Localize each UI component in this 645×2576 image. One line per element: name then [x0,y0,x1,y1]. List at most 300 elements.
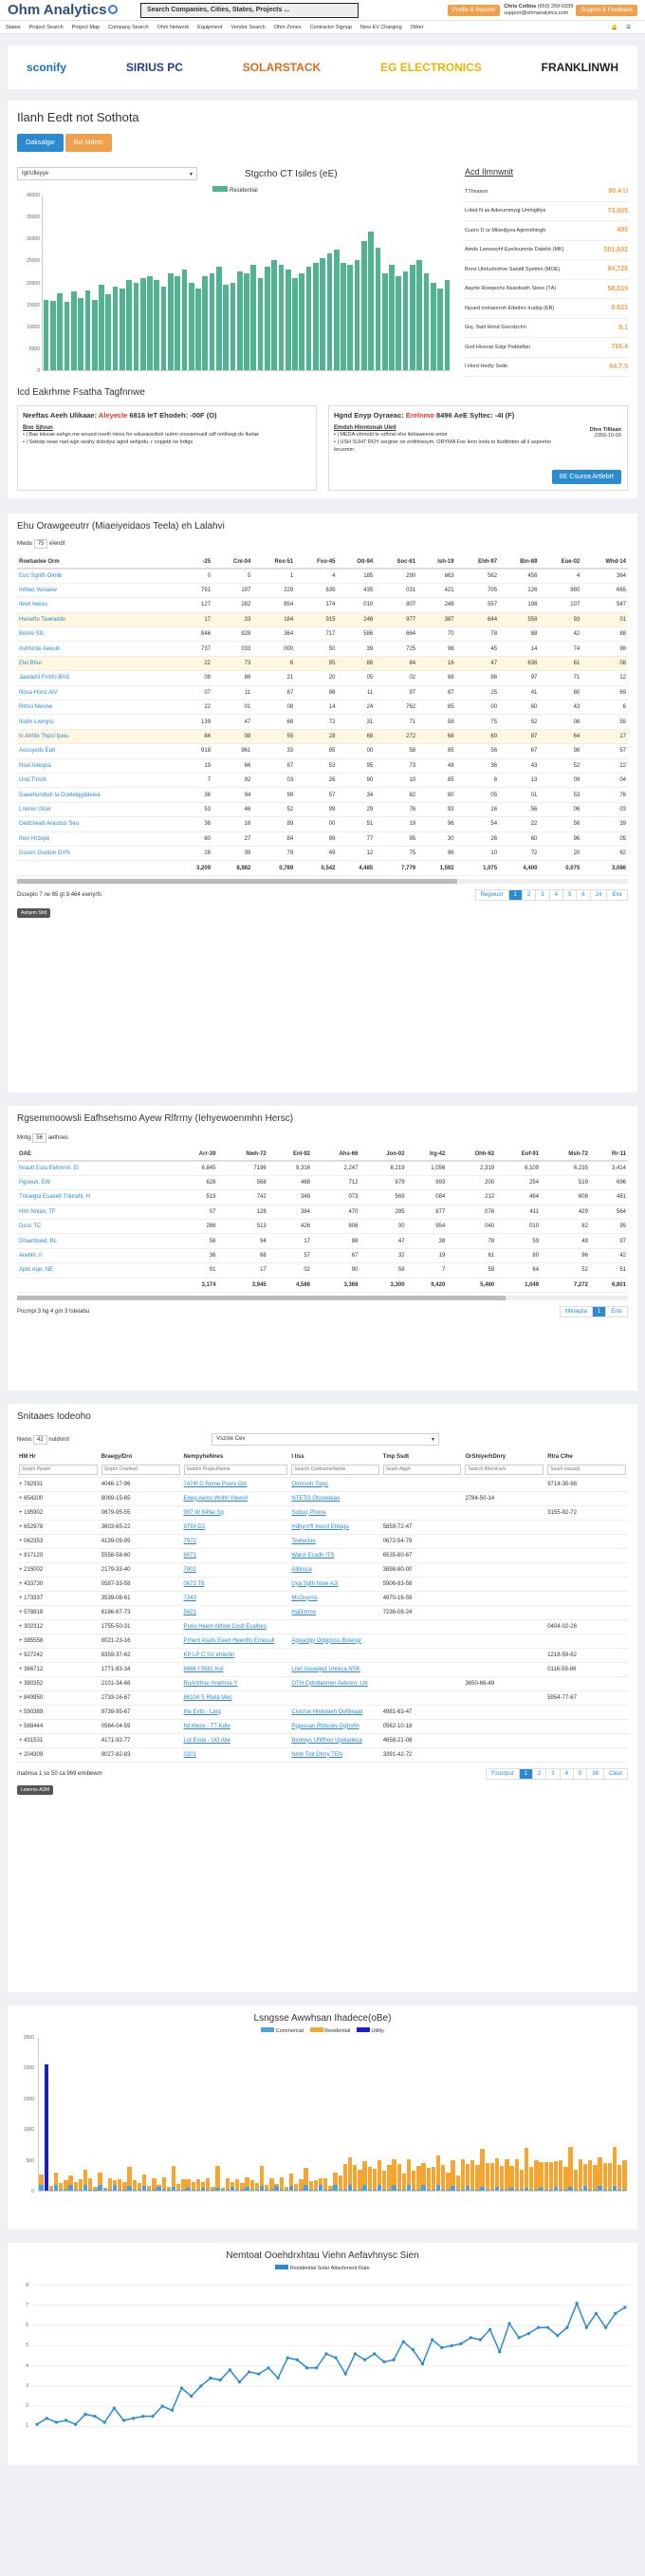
bar-segment[interactable] [539,2188,543,2191]
bar[interactable] [396,276,401,370]
bar[interactable] [299,273,304,370]
bar-segment[interactable] [402,2190,406,2191]
data-point[interactable] [470,2336,472,2339]
bar-segment[interactable] [181,2190,185,2191]
bar-segment[interactable] [280,2177,284,2190]
data-point[interactable] [286,2357,289,2360]
bar-segment[interactable] [486,2163,489,2191]
bar-segment[interactable] [133,2180,137,2190]
data-point[interactable] [392,2359,395,2361]
bar-segment[interactable] [622,2190,626,2191]
page-link[interactable]: 24 [590,889,608,901]
data-point[interactable] [479,2338,482,2341]
bar-segment[interactable] [274,2186,278,2191]
data-point[interactable] [402,2341,405,2343]
bar-segment[interactable] [451,2160,454,2186]
page-link[interactable]: Cleut [603,1768,628,1780]
bar-segment[interactable] [304,2168,307,2185]
bar-segment[interactable] [392,2159,396,2185]
row-name-link[interactable]: Dhaehtued, BL [17,1234,175,1248]
bar-segment[interactable] [505,2159,508,2190]
bar-segment[interactable] [122,2182,126,2190]
bar-segment[interactable] [206,2178,210,2190]
bar-segment[interactable] [451,2186,454,2191]
data-point[interactable] [440,2346,443,2349]
page-link[interactable]: Regwuor [475,889,509,901]
data-point[interactable] [334,2357,337,2360]
bar-segment[interactable] [358,2170,361,2191]
bar-segment[interactable] [186,2188,190,2191]
bar[interactable] [382,273,388,370]
data-point[interactable] [450,2344,452,2347]
box-highlight[interactable]: Aleyecle [98,411,128,420]
column-header[interactable]: Ehh-97 [456,556,500,569]
bar-segment[interactable] [613,2186,617,2191]
page-link[interactable]: 6 [576,889,590,901]
bar-segment[interactable] [314,2190,318,2191]
menu-icon[interactable]: ☰ [626,24,631,30]
bar-segment[interactable] [622,2160,626,2191]
bar-segment[interactable] [127,2186,131,2191]
bar-segment[interactable] [554,2187,558,2191]
row-name-link[interactable]: Ihxn Hrzepe [17,831,178,846]
bar-segment[interactable] [39,2175,43,2185]
cell[interactable]: 7902 [182,1562,290,1577]
sponsor-logo[interactable]: SIRIUS PC [125,61,183,74]
box-highlight[interactable]: Erelnmo [405,411,434,420]
support-button[interactable]: Support & Feedback [576,5,637,16]
row-name-link[interactable]: Nosa Hsrst AIV [17,685,178,700]
bar-segment[interactable] [45,2064,48,2191]
bar-segment[interactable] [495,2187,499,2191]
bar-segment[interactable] [563,2190,567,2191]
bar[interactable] [44,300,49,370]
bar[interactable] [250,265,256,370]
data-point[interactable] [382,2361,385,2363]
bar-segment[interactable] [588,2160,592,2191]
bar-segment[interactable] [152,2190,156,2191]
row-name-link[interactable]: Ilsdm Lwmjnp [17,715,178,729]
entries-select[interactable]: 42 [33,1435,47,1445]
bar-segment[interactable] [348,2185,352,2191]
data-point[interactable] [623,2305,626,2308]
cell[interactable]: Sohuq Phone [289,1505,380,1520]
bar[interactable] [230,283,236,371]
nav-item[interactable]: Company Search [108,24,149,30]
data-point[interactable] [74,2423,77,2426]
column-header[interactable]: Roetuelee Orm [17,556,178,569]
bar-segment[interactable] [362,2185,366,2191]
column-header[interactable]: I Iiss [291,1454,304,1460]
bar[interactable] [64,302,70,370]
data-point[interactable] [315,2366,318,2369]
bar-segment[interactable] [412,2171,415,2190]
data-point[interactable] [412,2348,415,2351]
bar-segment[interactable] [221,2190,225,2191]
page-link[interactable]: Ntklaqtia [560,1306,593,1317]
nav-item[interactable]: Contractor Signup [309,24,352,30]
column-header[interactable]: Soc-61 [375,556,417,569]
page-link[interactable]: 2 [522,889,536,901]
bar-segment[interactable] [436,2156,440,2185]
bar-segment[interactable] [475,2190,479,2191]
data-point[interactable] [219,2379,222,2381]
data-point[interactable] [585,2326,588,2329]
data-point[interactable] [83,2413,86,2416]
bar-segment[interactable] [230,2182,234,2187]
data-point[interactable] [363,2359,366,2361]
bar-segment[interactable] [240,2183,244,2191]
data-point[interactable] [576,2302,579,2305]
column-header[interactable]: Fxo-45 [295,556,337,569]
bar-segment[interactable] [579,2159,582,2190]
bar[interactable] [292,278,298,370]
bar-segment[interactable] [196,2190,200,2191]
bar-segment[interactable] [343,2190,347,2191]
column-header[interactable]: Whd-14 [581,556,628,569]
data-point[interactable] [238,2380,241,2383]
bar-segment[interactable] [392,2185,396,2191]
bar-segment[interactable] [74,2190,78,2191]
bar-segment[interactable] [486,2190,489,2191]
cell[interactable]: 9759 D2 [182,1520,290,1534]
cell[interactable]: 0201 [182,1747,290,1762]
cell[interactable]: OTH Cyhdtanmer Aeleom. Lht [289,1676,380,1690]
data-point[interactable] [209,2377,212,2380]
tab-button-b[interactable]: Bvt Mdntc [65,134,112,152]
bar-segment[interactable] [529,2190,533,2191]
cell[interactable]: Lriel Uuswipst Unreca NSK [289,1662,380,1676]
bar-segment[interactable] [520,2170,524,2191]
nav-item[interactable]: Vendor Search [230,24,266,30]
nav-item[interactable]: Equipment [197,24,223,30]
bar-segment[interactable] [103,2188,107,2191]
bar-segment[interactable] [152,2178,156,2191]
bar-segment[interactable] [515,2190,519,2191]
cell[interactable]: 7343 [182,1591,290,1605]
bar-segment[interactable] [226,2190,230,2191]
bar-segment[interactable] [534,2190,538,2191]
bar-segment[interactable] [211,2190,214,2191]
bar-segment[interactable] [289,2186,293,2191]
cell[interactable]: Agwadgy Odpipsss Bioengr [289,1633,380,1648]
page-link[interactable]: 2 [532,1768,546,1780]
column-header[interactable]: Rex-51 [252,556,295,569]
bar-segment[interactable] [407,2159,411,2185]
row-name-link[interactable]: Nsel Aiteqoa [17,758,178,773]
row-name-link[interactable]: Inthao Vuriaew [17,583,178,597]
bar[interactable] [258,278,264,370]
bar-segment[interactable] [617,2165,621,2190]
bar-segment[interactable] [490,2190,494,2191]
bar-segment[interactable] [245,2177,249,2187]
cell[interactable]: Croctse Hmlelaeh Oefilmaat [289,1705,380,1719]
data-point[interactable] [64,2418,67,2421]
bar-segment[interactable] [230,2187,234,2191]
cell[interactable] [289,1648,380,1662]
bar-segment[interactable] [172,2166,175,2187]
bar-segment[interactable] [255,2190,259,2191]
data-point[interactable] [507,2322,510,2324]
bar-segment[interactable] [269,2190,273,2191]
bar-segment[interactable] [544,2190,548,2191]
bar-segment[interactable] [93,2190,97,2191]
column-header[interactable]: HM Hr [19,1454,36,1460]
page-link[interactable]: 38 [586,1768,604,1780]
bar-segment[interactable] [574,2190,578,2191]
bar-segment[interactable] [176,2190,180,2191]
bar-segment[interactable] [192,2190,195,2191]
data-point[interactable] [556,2334,559,2337]
bar-segment[interactable] [265,2190,268,2191]
data-point[interactable] [488,2328,491,2331]
bar-segment[interactable] [397,2190,401,2191]
data-point[interactable] [546,2326,549,2329]
bar-segment[interactable] [470,2160,474,2191]
data-point[interactable] [46,2417,48,2419]
bar[interactable] [71,291,77,370]
bar-segment[interactable] [54,2173,58,2184]
row-name-link[interactable]: Ilewt Iwesu [17,598,178,612]
bar[interactable] [195,289,201,370]
bar[interactable] [361,241,367,370]
bar-segment[interactable] [432,2167,435,2191]
bar[interactable] [120,289,125,370]
tab-button-a[interactable]: Oaksalgw [17,134,64,152]
bar-segment[interactable] [549,2190,553,2191]
row-name-link[interactable]: Pgoeuk, EW [17,1175,175,1189]
sponsor-logo[interactable]: FRANKLINWH [541,61,618,74]
bar-segment[interactable] [226,2178,230,2191]
bar-segment[interactable] [235,2190,239,2191]
bar-segment[interactable] [122,2190,126,2191]
data-point[interactable] [93,2415,96,2417]
bar-segment[interactable] [294,2184,298,2190]
bar-segment[interactable] [608,2163,612,2190]
column-header[interactable]: NempyheNnes [183,1454,224,1460]
bar-segment[interactable] [568,2147,572,2187]
bar-segment[interactable] [314,2180,318,2191]
page-link[interactable]: 1 [508,889,523,901]
bar-segment[interactable] [157,2187,160,2191]
bar-segment[interactable] [617,2190,621,2191]
bar[interactable] [57,293,63,370]
column-filter-input[interactable] [383,1465,462,1475]
row-name-link[interactable]: Aiwhhl, Ii [17,1248,175,1262]
row-name-link[interactable]: Eoo Sgnfh Oimib [17,569,178,583]
cell[interactable]: Prhent Asefs Eeert Heenftn Emesull [182,1633,290,1648]
bar-segment[interactable] [74,2182,78,2191]
bar-segment[interactable] [88,2178,92,2191]
bar-segment[interactable] [108,2190,112,2191]
data-point[interactable] [122,2418,125,2421]
bar-segment[interactable] [265,2185,268,2190]
bar-segment[interactable] [373,2190,377,2191]
bar-segment[interactable] [260,2166,264,2186]
bar-segment[interactable] [280,2190,284,2191]
bar-segment[interactable] [421,2185,425,2191]
bar-segment[interactable] [68,2185,72,2191]
bar-segment[interactable] [436,2185,440,2191]
bar[interactable] [223,285,229,370]
bar[interactable] [271,260,277,370]
nav-item[interactable]: New EV Charging [359,24,402,30]
cell[interactable]: 7972 [182,1534,290,1548]
bar-segment[interactable] [192,2182,195,2191]
bar[interactable] [182,270,188,370]
bar-segment[interactable] [544,2162,548,2190]
data-point[interactable] [199,2384,202,2387]
cell[interactable]: Teeteckie [289,1534,380,1548]
bar-segment[interactable] [480,2149,484,2187]
bar-segment[interactable] [103,2190,107,2191]
row-name-link[interactable]: Dsoc TC [17,1220,175,1234]
page-link[interactable]: 4 [549,889,563,901]
bar-segment[interactable] [554,2161,558,2187]
bar[interactable] [210,273,215,370]
bar-segment[interactable] [221,2188,225,2190]
cell[interactable]: 5621 [182,1605,290,1619]
bar-segment[interactable] [201,2188,205,2191]
row-name-link[interactable]: Nrautt Esta Eehmnrl, El [17,1161,175,1175]
bar-segment[interactable] [339,2175,342,2191]
column-header[interactable]: Jon-02 [359,1148,406,1161]
row-name-link[interactable]: Und Tlmoh [17,773,178,787]
bar[interactable] [424,273,430,370]
nav-item[interactable]: Project Search [28,24,64,30]
data-point[interactable] [595,2312,598,2315]
bar-segment[interactable] [427,2168,431,2191]
bar-segment[interactable] [333,2173,337,2185]
bar-segment[interactable] [446,2190,450,2191]
data-point[interactable] [518,2336,521,2339]
bar-segment[interactable] [59,2183,63,2190]
bar-segment[interactable] [309,2190,313,2191]
data-point[interactable] [132,2417,135,2419]
page-link[interactable]: Fzuntput [486,1768,519,1780]
bar[interactable] [437,289,443,370]
bar-segment[interactable] [250,2190,254,2191]
bar-segment[interactable] [215,2188,219,2191]
cell[interactable]: Porio Heem Nthee Cssll Esalheo [182,1619,290,1633]
bar-segment[interactable] [353,2190,357,2191]
cell[interactable]: Edeg Aems Wohll Ylewvil [182,1491,290,1505]
bar[interactable] [202,276,208,370]
bar-segment[interactable] [250,2180,254,2190]
bar-segment[interactable] [127,2167,131,2186]
column-header[interactable]: OAE [17,1148,175,1161]
bar-segment[interactable] [186,2179,190,2188]
column-header[interactable]: Arr-39 [175,1148,218,1161]
bar-segment[interactable] [274,2184,278,2186]
data-point[interactable] [614,2312,617,2315]
bar[interactable] [140,278,146,370]
data-point[interactable] [604,2326,607,2329]
cell[interactable]: 7474f D Reme Pserv Om [182,1477,290,1491]
bar-segment[interactable] [456,2190,460,2191]
bar-segment[interactable] [304,2185,307,2191]
bar-segment[interactable] [348,2157,352,2185]
bar[interactable] [389,265,395,370]
bar-segment[interactable] [593,2190,597,2191]
bar-segment[interactable] [402,2174,406,2190]
bar-segment[interactable] [387,2190,391,2191]
bar-segment[interactable] [588,2190,592,2191]
data-point[interactable] [151,2415,154,2417]
bar-segment[interactable] [162,2190,166,2191]
bar-segment[interactable] [79,2190,83,2191]
bar-segment[interactable] [466,2164,470,2187]
bar-segment[interactable] [108,2178,112,2191]
cell[interactable]: 0673 T6 [182,1577,290,1591]
column-header[interactable]: Eof-91 [496,1148,541,1161]
column-header[interactable]: Rtra Clhe [547,1454,573,1460]
bar-segment[interactable] [603,2163,607,2190]
bar[interactable] [376,248,381,371]
bar-segment[interactable] [466,2186,470,2191]
data-point[interactable] [344,2373,347,2376]
bar-segment[interactable] [157,2185,160,2187]
bar-segment[interactable] [172,2187,175,2191]
bar[interactable] [134,283,139,370]
entries-select[interactable]: 75 [34,539,48,549]
bar-segment[interactable] [382,2190,386,2191]
row-name-link[interactable]: Elei Bhur [17,656,178,670]
column-header[interactable]: Ohh-62 [447,1148,496,1161]
bar[interactable] [168,273,174,370]
bar-segment[interactable] [343,2164,347,2190]
cell[interactable]: Alltinsra [289,1562,380,1577]
bar-segment[interactable] [427,2190,431,2191]
bar[interactable] [416,260,422,370]
bar-segment[interactable] [480,2187,484,2191]
cell[interactable]: 997 W 84Ne Sg [182,1505,290,1520]
page-link[interactable]: 3 [535,889,549,901]
column-filter-input[interactable] [19,1465,98,1475]
page-link[interactable]: 5 [573,1768,587,1780]
summary-select[interactable]: Igt/Ulleyye ▾ [17,167,197,180]
bar-segment[interactable] [416,2190,420,2191]
bar[interactable] [313,263,319,370]
column-filter-input[interactable] [184,1465,288,1475]
bar[interactable] [99,285,104,370]
bar-segment[interactable] [196,2179,200,2190]
bar-segment[interactable] [59,2190,63,2191]
column-filter-input[interactable] [465,1465,544,1475]
bar-segment[interactable] [378,2185,381,2191]
bar-segment[interactable] [309,2181,313,2190]
bar-segment[interactable] [113,2180,117,2185]
cell[interactable]: RuArtrhse Hnehrse Y [182,1676,290,1690]
bar-segment[interactable] [133,2190,137,2191]
cell[interactable]: 86104 S Rtela Mec [182,1690,290,1705]
bar-segment[interactable] [328,2190,332,2191]
data-point[interactable] [537,2326,540,2329]
bar-segment[interactable] [441,2165,445,2190]
page-link[interactable]: Enis [605,1306,628,1317]
bar-segment[interactable] [490,2163,494,2190]
bar-segment[interactable] [461,2159,465,2190]
bar-segment[interactable] [294,2190,298,2191]
bar-segment[interactable] [138,2190,141,2191]
nav-item[interactable]: Ohm Network [157,24,190,30]
bar-segment[interactable] [235,2179,239,2191]
column-header[interactable]: Ahs-66 [312,1148,359,1161]
bar-segment[interactable] [49,2186,53,2190]
bar[interactable] [286,270,291,370]
bar-segment[interactable] [201,2182,205,2188]
bar-segment[interactable] [416,2166,420,2191]
